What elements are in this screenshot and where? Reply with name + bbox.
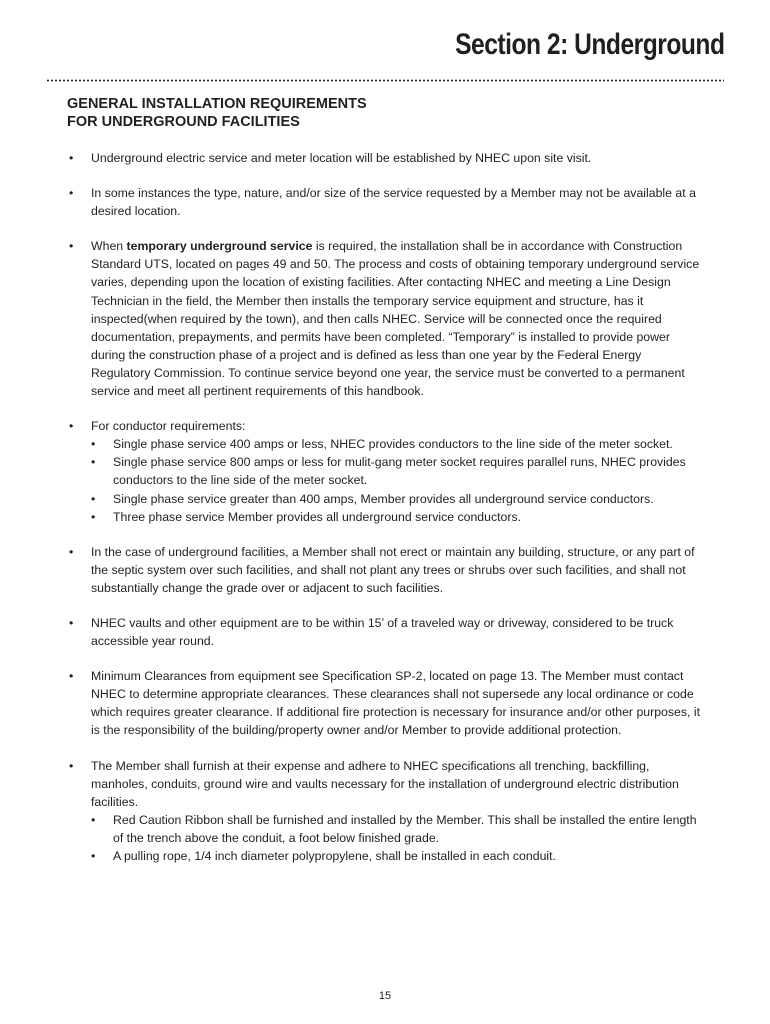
bullet-text: • The Member shall furnish at their expense and adhere to NHEC specifications all trenching, backfilling, manholes, conduits, ground wire and vaults necessary for the installation of underground electric distribution facilities.	[91, 758, 679, 809]
heading-line-2: FOR UNDERGROUND FACILITIES	[67, 114, 300, 130]
sub-list-item: • Red Caution Ribbon shall be furnished and installed by the Member. This shall be installed the entire length of the trench above the conduit, a foot below finished grade.	[91, 811, 700, 847]
list-item	[67, 667, 700, 739]
bullet-text	[91, 237, 700, 400]
sub-list-item: • Three phase service Member provides all underground service conductors.	[91, 508, 700, 526]
emphasis-text: temporary underground service	[126, 239, 313, 254]
sub-list-item: • Single phase service 800 amps or less for mulit-gang meter socket requires parallel runs, NHEC provides conductors to the line side of the meter socket.	[91, 453, 700, 489]
list-item	[67, 417, 700, 526]
bullet-text: • Minimum Clearances from equipment see Specification SP-2, located on page 13. The Member must contact NHEC to determine appropriate clearances. These clearances shall not supersede any local ordinance or code which requires greater clearance. If additional fire protection is necessary for insurance and/or other purposes, it is the responsibility of the building/property owner and/or Member to provide additional protection.	[91, 669, 701, 738]
bullet-text: • Underground electric service and meter location will be established by NHEC upon site visit.	[91, 151, 592, 165]
bullet-text: • In some instances the type, nature, and/or size of the service requested by a Member may not be available at a desired location.	[91, 186, 696, 219]
list-item	[67, 237, 700, 400]
sub-list-item: • Single phase service greater than 400 amps, Member provides all underground service conductors.	[91, 490, 700, 508]
dotted-divider	[46, 79, 724, 82]
bullet-text: • In the case of underground facilities, a Member shall not erect or maintain any building, structure, or any part of the septic system over such facilities, and shall not plant any trees or shrubs over such facilities, and shall not substantially change the grade over or adjacent to such facilities.	[91, 544, 695, 595]
list-item	[67, 149, 700, 167]
list-item	[67, 184, 700, 220]
sub-list	[91, 435, 700, 525]
section-title: Section 2: Underground	[454, 28, 724, 61]
sub-list-item: • A pulling rope, 1/4 inch diameter polypropylene, shall be installed in each conduit.	[91, 847, 700, 865]
text-run: When	[91, 239, 127, 254]
sub-list-item: • Single phase service 400 amps or less, NHEC provides conductors to the line side of the meter socket.	[91, 435, 700, 453]
heading-line-1: GENERAL INSTALLATION REQUIREMENTS	[67, 96, 367, 112]
page-number: 15	[378, 990, 392, 1002]
page-heading	[67, 95, 367, 131]
list-item	[67, 757, 700, 866]
text-run: is required, the installation shall be in accordance with Construction Standard UTS, located on pages 49 and 50. The process and costs of obtaining temporary underground service varies, depending upon the location of existing facilities. After contacting NHEC and meeting a Line Design Technician in the field, the Member then installs the temporary service equipment and structure, has it inspected(when required by the town), and then calls NHEC. Service will be connected once the required documentation, prepayments, and permits have been completed. “Temporary” is installed to provide power during the construction phase of a project and is defined as less than one year by the Federal Energy Regulatory Commission. To continue service beyond one year, the service must be converted to a permanent service and meet all pertinent requirements of this handbook.	[91, 239, 700, 399]
bullet-text: • NHEC vaults and other equipment are to be within 15’ of a traveled way or driveway, considered to be truck accessible year round.	[91, 615, 674, 649]
list-item	[67, 614, 700, 650]
list-item	[67, 543, 700, 597]
bullet-text: • For conductor requirements:	[91, 419, 246, 434]
sub-list	[91, 811, 700, 865]
requirements-list	[67, 149, 700, 882]
